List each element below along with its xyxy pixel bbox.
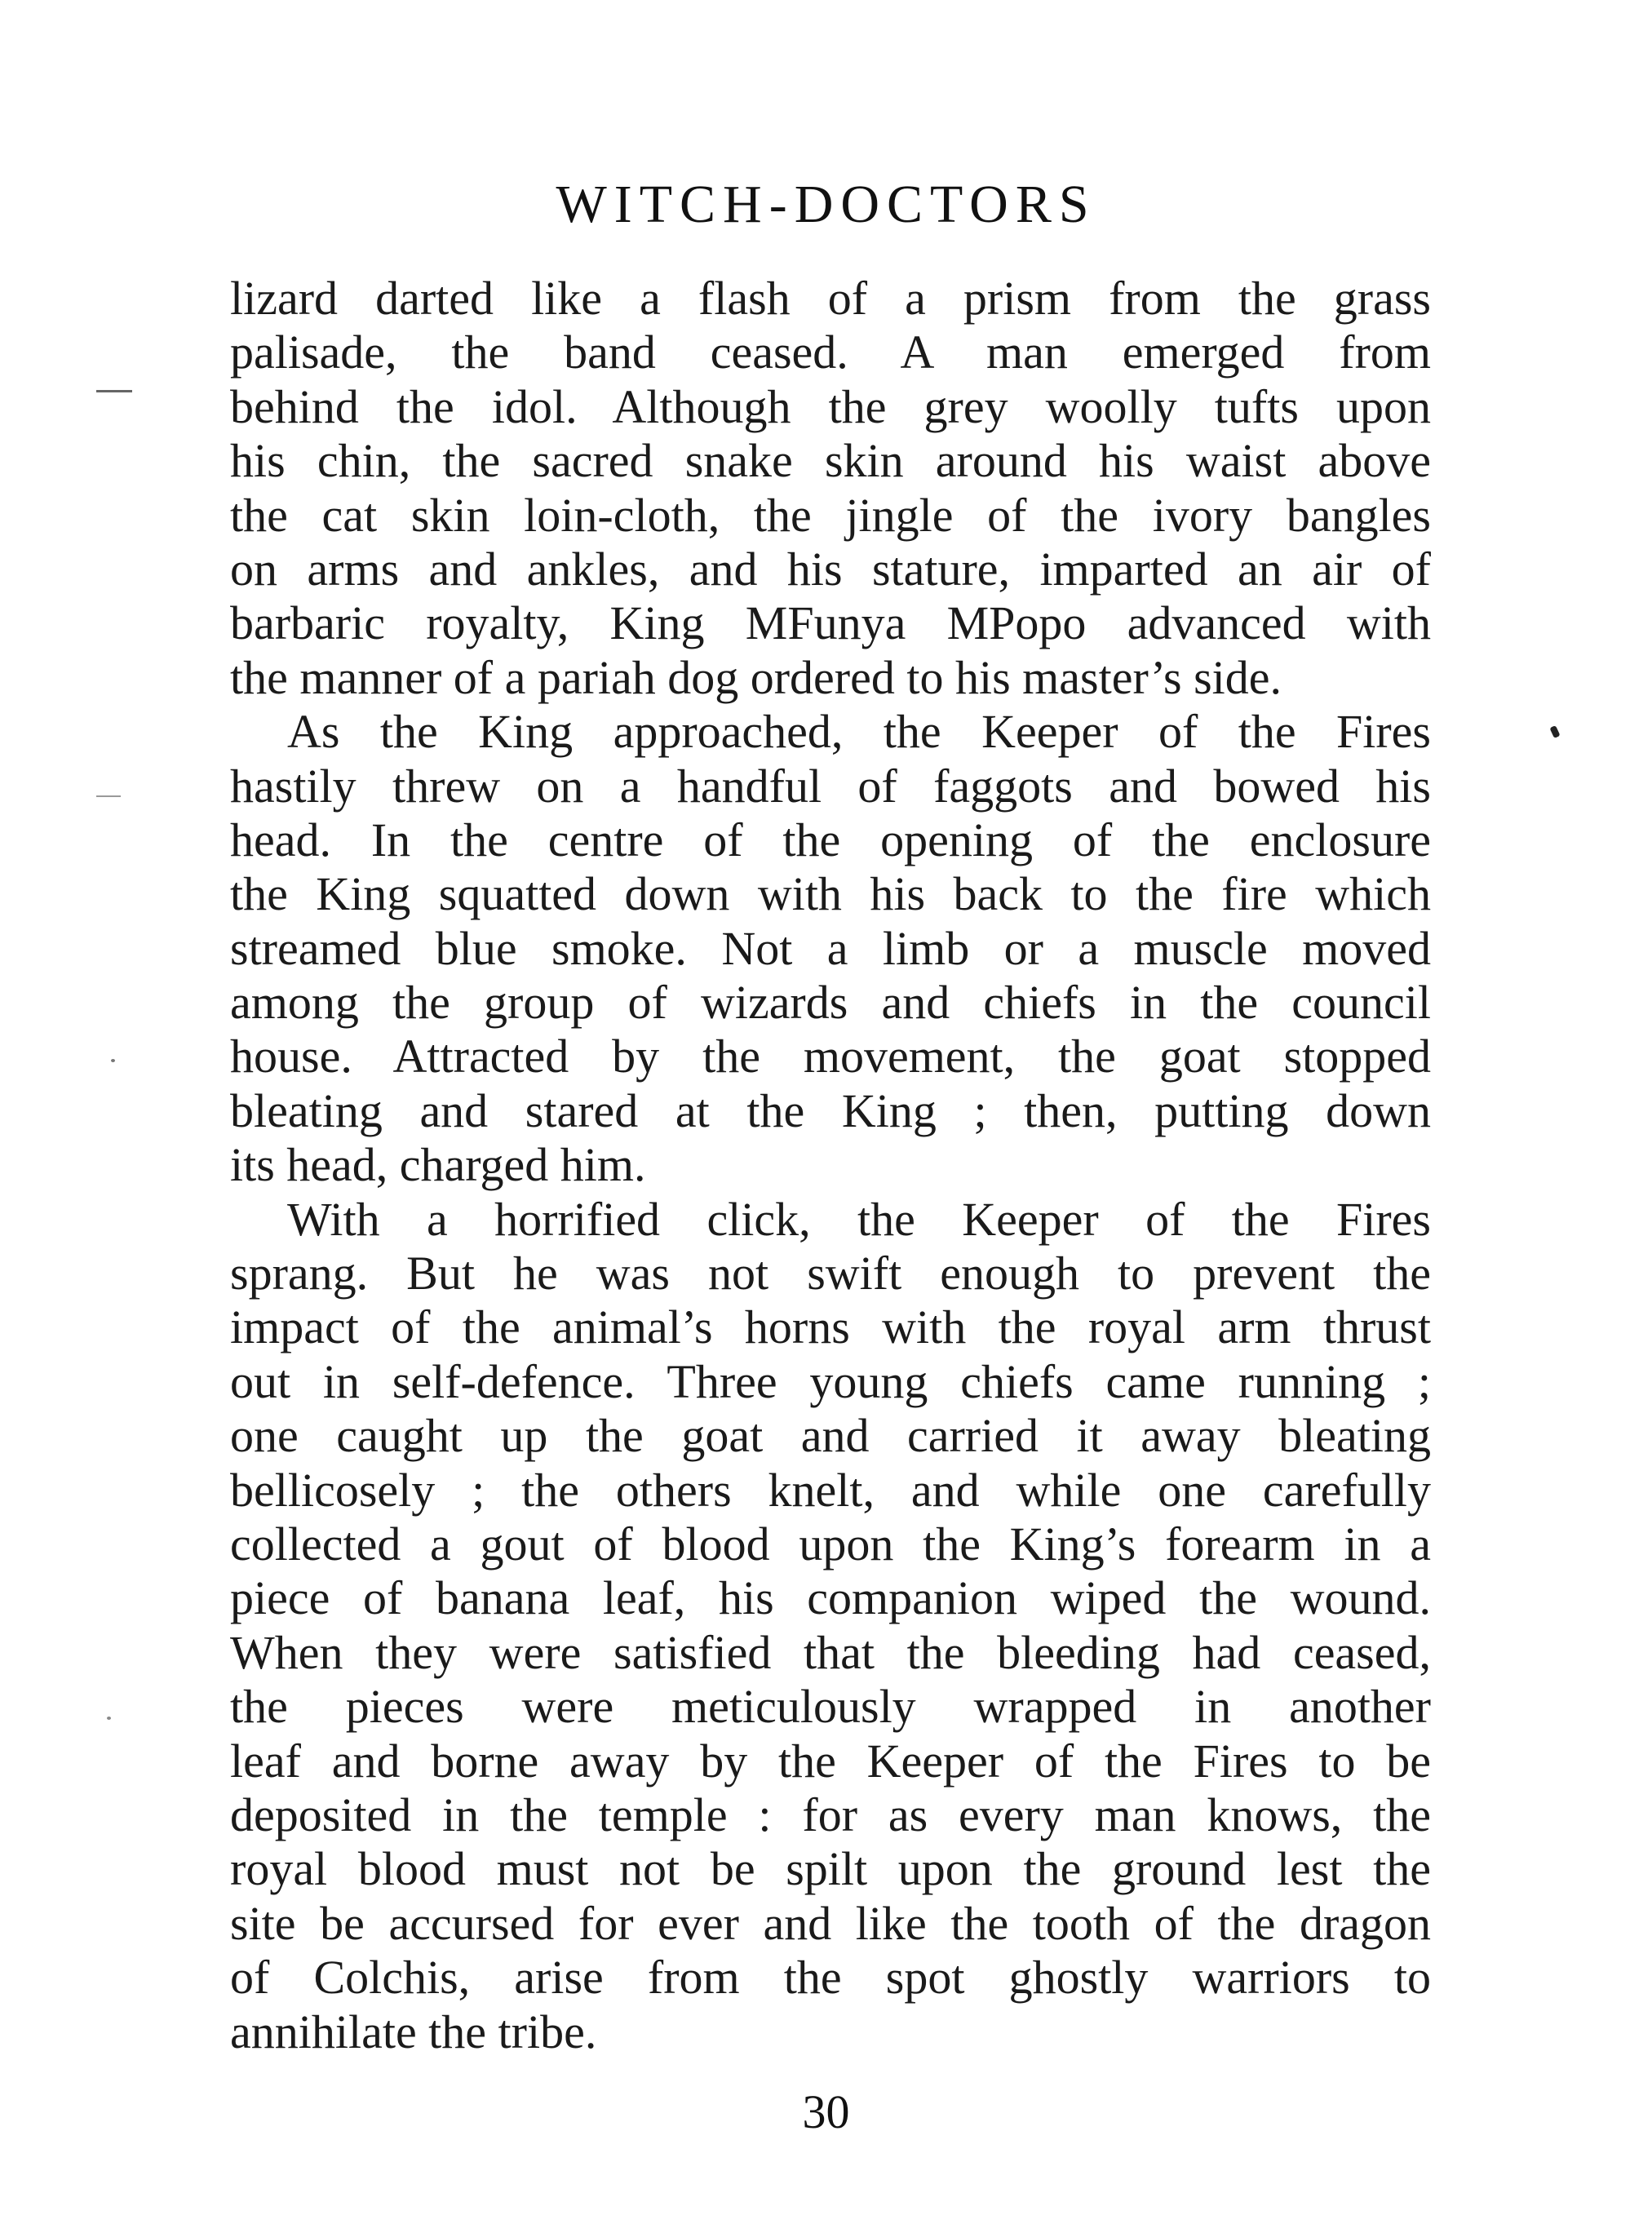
text-line: on arms and ankles, and his stature, imparted an air of xyxy=(230,542,1431,596)
text-line: behind the idol. Although the grey woolly tufts upon xyxy=(230,379,1431,433)
text-line: impact of the animal’s horns with the royal arm thrust xyxy=(230,1300,1431,1354)
text-line: streamed blue smoke. Not a limb or a muscle moved xyxy=(230,921,1431,975)
text-line: one caught up the goat and carried it away bleating xyxy=(230,1409,1431,1463)
text-line: among the group of wizards and chiefs in the council xyxy=(230,976,1431,1030)
text-line: his chin, the sacred snake skin around his waist above xyxy=(230,434,1431,488)
text-line: barbaric royalty, King MFunya MPopo advanced with xyxy=(230,596,1431,650)
text-line: the manner of a pariah dog ordered to his master’s side. xyxy=(230,650,1282,704)
margin-mark xyxy=(111,1059,115,1062)
text-line: royal blood must not be spilt upon the ground lest the xyxy=(230,1842,1431,1896)
text-line: leaf and borne away by the Keeper of the Fires to be xyxy=(230,1734,1431,1788)
text-line-indented: With a horrified click, the Keeper of the Fires xyxy=(287,1192,1431,1246)
margin-mark xyxy=(107,1717,111,1720)
margin-mark xyxy=(96,795,121,797)
text-line: bleating and stared at the King ; then, putting down xyxy=(230,1083,1431,1137)
text-line: head. In the centre of the opening of the enclosure xyxy=(230,813,1431,866)
running-head: WITCH-DOCTORS xyxy=(556,175,1096,234)
text-line: the King squatted down with his back to the fire which xyxy=(230,867,1431,921)
text-line: deposited in the temple : for as every man knows, the xyxy=(230,1788,1431,1841)
text-line: piece of banana leaf, his companion wiped the wound. xyxy=(230,1571,1431,1625)
text-line: collected a gout of blood upon the King’s forearm in a xyxy=(230,1517,1431,1571)
text-line: the cat skin loin-cloth, the jingle of the ivory bangles xyxy=(230,488,1431,542)
text-line: hastily threw on a handful of faggots and bowed his xyxy=(230,759,1431,813)
text-line: its head, charged him. xyxy=(230,1138,646,1192)
text-line: of Colchis, arise from the spot ghostly warriors to xyxy=(230,1951,1431,2005)
text-line: house. Attracted by the movement, the goat stopped xyxy=(230,1030,1431,1083)
text-line: sprang. But he was not swift enough to prevent the xyxy=(230,1247,1431,1300)
margin-mark xyxy=(96,390,132,392)
text-line: out in self-defence. Three young chiefs came running ; xyxy=(230,1354,1431,1408)
text-line-indented: As the King approached, the Keeper of the Fires xyxy=(287,705,1431,759)
text-line: bellicosely ; the others knelt, and while one carefully xyxy=(230,1463,1431,1517)
body-text xyxy=(230,272,1431,2059)
text-line: lizard darted like a flash of a prism from the grass xyxy=(230,272,1431,325)
margin-mark xyxy=(1549,725,1560,738)
text-line: palisade, the band ceased. A man emerged from xyxy=(230,326,1431,379)
text-line: the pieces were meticulously wrapped in another xyxy=(230,1680,1431,1734)
text-line: When they were satisfied that the bleeding had ceased, xyxy=(230,1625,1431,1679)
text-line: annihilate the tribe. xyxy=(230,2005,597,2058)
text-line: site be accursed for ever and like the tooth of the dragon xyxy=(230,1896,1431,1950)
page-number: 30 xyxy=(802,2085,850,2138)
